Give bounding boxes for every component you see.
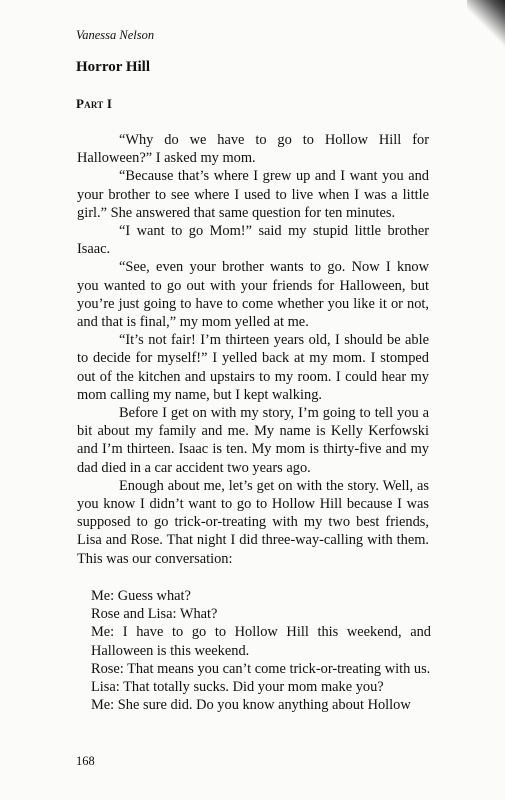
dialogue-line: Lisa: That totally sucks. Did your mom make you? [91,679,384,696]
page-corner-shadow [467,0,505,48]
paragraph: “It’s not fair! I’m thirteen years old, I should be able to decide for myself!” I yelled back at my mom. I stomped out of the kitchen and upstairs to my room. I could hear my mom calling my name, but I kept walking. [77,332,429,403]
paragraph: “Why do we have to go to Hollow Hill for Halloween?” I asked my mom. [77,132,429,167]
dialogue-line: Rose: That means you can’t come trick-or-treating with us. [91,660,431,677]
part-heading: Part I [76,96,113,111]
dialogue-line: Rose and Lisa: What? [91,606,218,623]
dialogue-line: Me: Guess what? [91,588,191,604]
running-head-author: Vanessa Nelson [76,28,155,42]
page-number: 168 [76,754,95,768]
paragraph: “See, even your brother wants to go. Now I know you wanted to go out with your friends for Halloween, but you’re just going to have to come whether you like it or not, and that is final,” my mom yelled at me. [77,259,429,331]
story-body [77,131,429,568]
dialogue-line: Me: I have to go to Hollow Hill this weekend, and Halloween is this weekend. [91,624,431,659]
paragraph: “Because that’s where I grew up and I want you and your brother to see where I used to live when I was a little girl.” She answered that same question for ten minutes. [77,168,429,221]
dialogue-block [91,587,431,714]
paragraph: “I want to go Mom!” said my stupid little brother Isaac. [77,223,429,258]
story-title: Horror Hill [76,59,151,75]
dialogue-line: Me: She sure did. Do you know anything about Hollow [91,697,411,714]
paragraph: Enough about me, let’s get on with the story. Well, as you know I didn’t want to go to Hollow Hill because I was supposed to go trick-or-treating with my two best friends, Lisa and Rose. That night I did three-way-calling with them. This was our conversation: [77,477,429,567]
paragraph: Before I get on with my story, I’m going to tell you a bit about my family and me. My name is Kelly Kerfowski and I’m thirteen. Isaac is ten. My mom is thirty-five and my dad died in a car accident two years ago. [77,405,429,476]
